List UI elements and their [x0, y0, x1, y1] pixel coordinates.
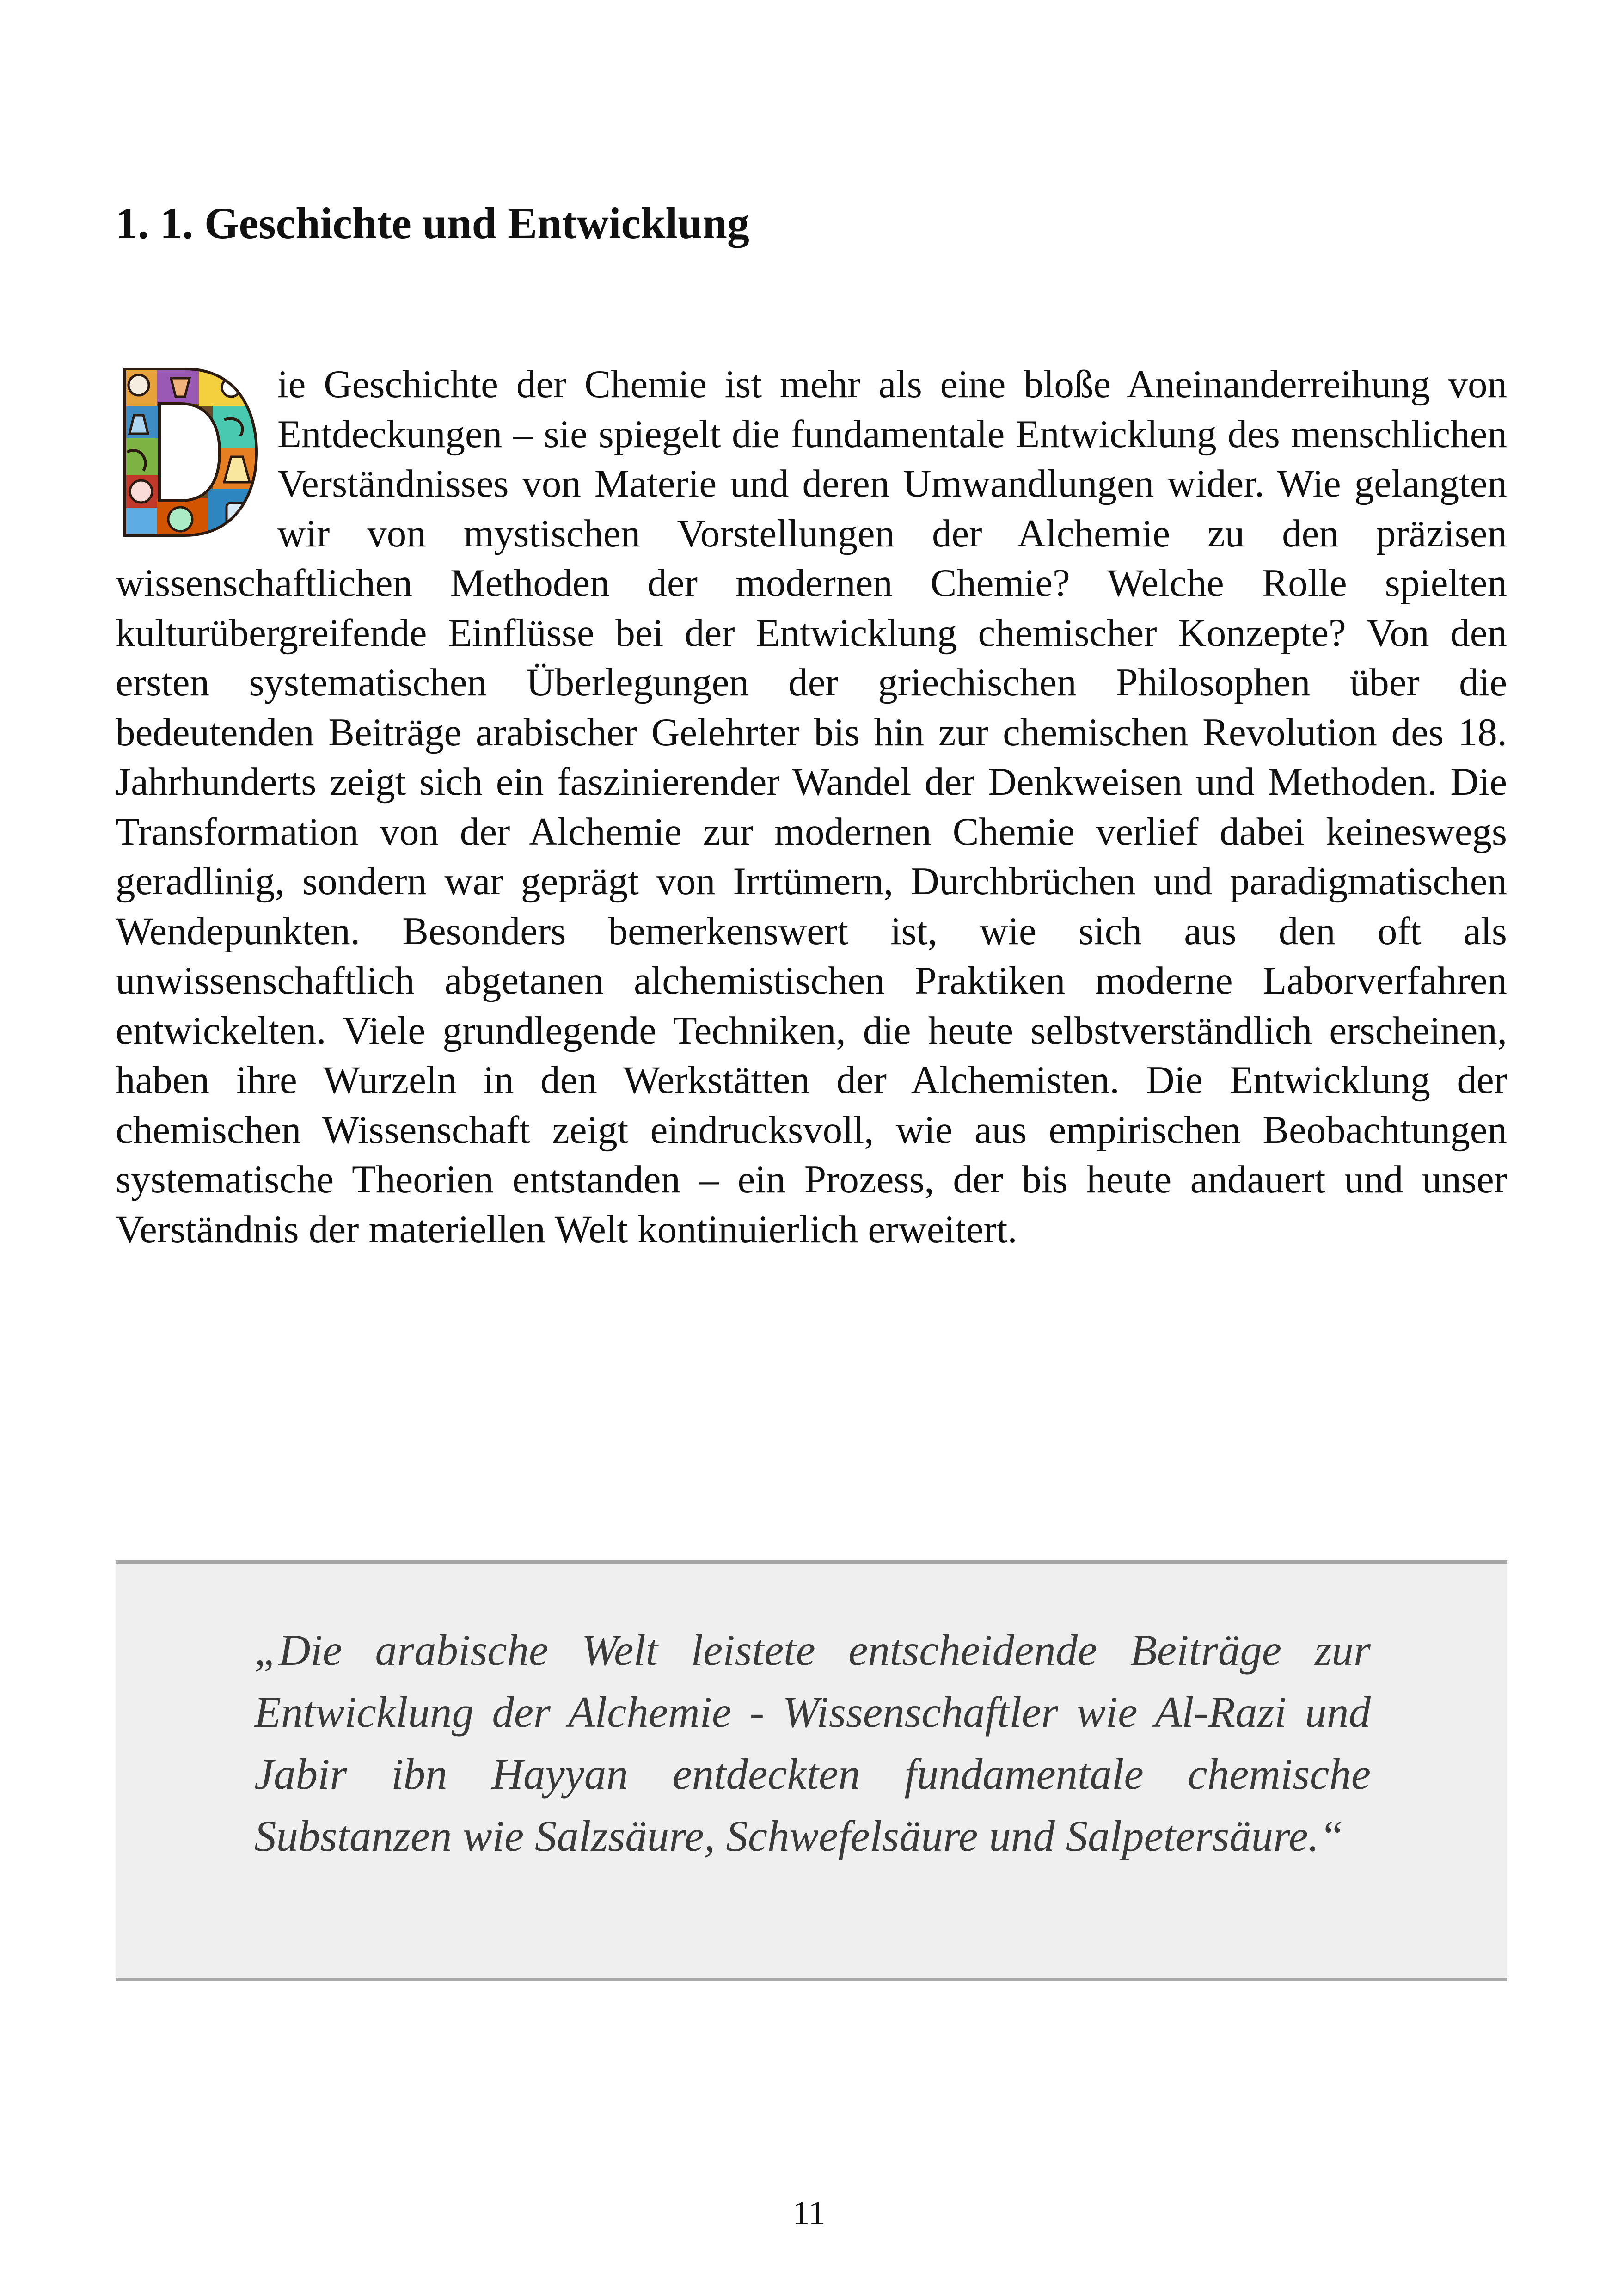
page-number: 11: [792, 2194, 826, 2232]
body-paragraph-text: ie Geschichte der Chemie ist mehr als eine bloße Aneinanderreihung von Entdeckungen – sie spiegelt die fundamentale Entwicklung des menschlichen Verständnisses von Materie und deren Umwandlungen wider. Wie gelangten wir von mystischen Vorstellungen der Alchemie zu den präzisen wissenschaftlichen Methoden der modernen Chemie? Welche Rolle spielten kulturübergreifende Einflüsse bei der Entwicklung chemischer Konzepte? Von den ersten systematischen Überlegungen der griechischen Philosophen über die bedeutenden Beiträge arabischer Gelehrter bis hin zur chemischen Revolution des 18. Jahrhunderts zeigt sich ein faszinierender Wandel der Denkweisen und Methoden. Die Transformation von der Alchemie zur modernen Chemie verlief dabei keineswegs geradlinig, sondern war geprägt von Irrtümern, Durchbrüchen und paradigmatischen Wendepunkten. Besonders bemerkenswert ist, wie sich aus den oft als unwissenschaftlich abgetanen alchemistischen Praktiken moderne Laborverfahren entwickelten. Viele grundlegende Techniken, die heute selbstverständlich erscheinen, haben ihre Wurzeln in den Werkstätten der Alchemisten. Die Entwicklung der chemischen Wissenschaft zeigt eindrucksvoll, wie aus empirischen Beobachtungen systematische Theorien entstanden – ein Prozess, der bis heute andauert und unser Verständnis der materiellen Welt kontinuierlich erweitert.: [116, 362, 1507, 1251]
body-paragraph-container: [116, 360, 1507, 1254]
quote-callout-box: [116, 1560, 1507, 1981]
drop-cap-d-illustration: [116, 360, 264, 545]
callout-quote-text: „Die arabische Welt leistete entscheidende Beiträge zur Entwicklung der Alchemie - Wissenschaftler wie Al-Razi und Jabir ibn Hayyan entdeckten fundamentale chemische Substanzen wie Salzsäure, Schwefelsäure und Salpetersäure.“: [254, 1626, 1371, 1860]
illustrated-drop-cap: [116, 360, 264, 554]
section-heading: 1. 1. Geschichte und Entwicklung: [116, 198, 749, 248]
